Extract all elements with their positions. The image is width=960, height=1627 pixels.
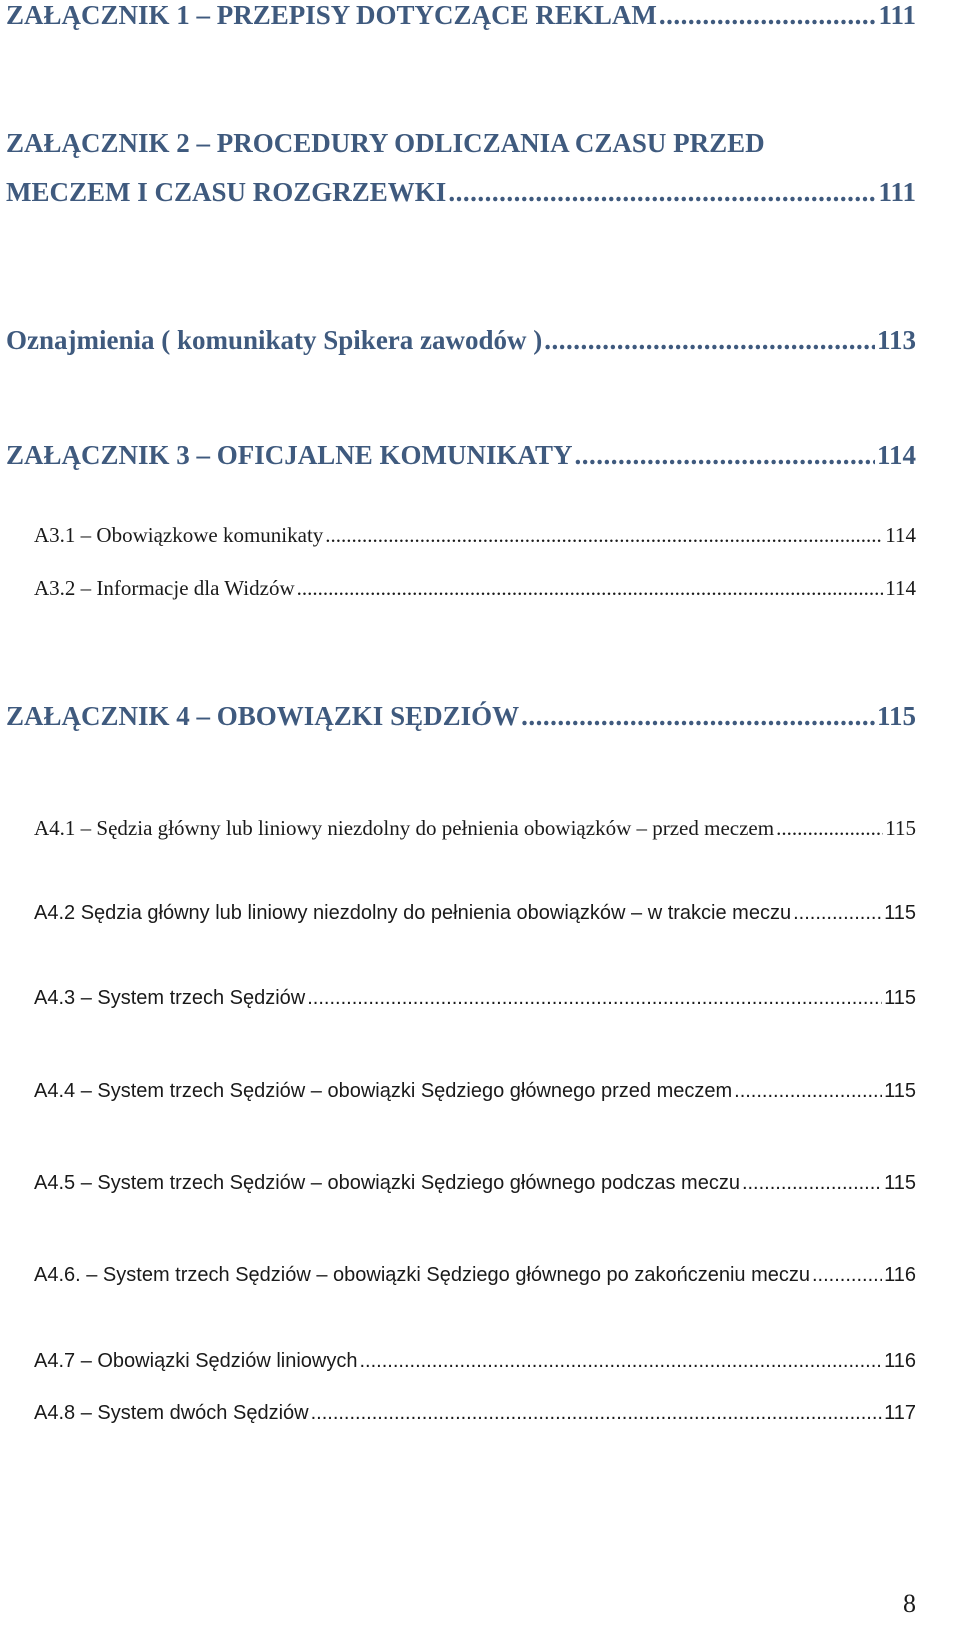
- toc-entry-title: ZAŁĄCZNIK 1 – PRZEPISY DOTYCZĄCE REKLAM: [6, 0, 657, 30]
- toc-entry-annex-2-line1[interactable]: ZAŁĄCZNIK 2 – PROCEDURY ODLICZANIA CZASU PRZED: [6, 128, 765, 158]
- toc-entry-title: ZAŁĄCZNIK 4 – OBOWIĄZKI SĘDZIÓW: [6, 701, 520, 731]
- dot-leader: [307, 987, 882, 1010]
- toc-entry-title: A4.5 – System trzech Sędziów – obowiązki Sędziego głównego podczas meczu: [34, 1172, 740, 1194]
- toc-entry-page: 115: [876, 701, 916, 731]
- toc-entry-a4-1[interactable]: [34, 816, 916, 841]
- dot-leader: [521, 701, 875, 732]
- toc-entry-a4-8[interactable]: [34, 1402, 916, 1425]
- dot-leader: [311, 1402, 883, 1425]
- toc-entry-title: ZAŁĄCZNIK 3 – OFICJALNE KOMUNIKATY: [6, 440, 573, 470]
- toc-entry-page: 111: [878, 177, 916, 207]
- toc-entry-page: 116: [884, 1264, 916, 1286]
- toc-entry-page: 114: [876, 440, 916, 470]
- toc-entry-title: A4.8 – System dwóch Sędziów: [34, 1402, 309, 1424]
- toc-entry-a4-4[interactable]: [34, 1080, 916, 1103]
- toc-entry-a4-3[interactable]: [34, 987, 916, 1010]
- toc-entry-title: MECZEM I CZASU ROZGRZEWKI: [6, 177, 447, 207]
- dot-leader: [812, 1264, 882, 1287]
- toc-entry-a3-2[interactable]: [34, 576, 916, 601]
- toc-entry-a4-7[interactable]: [34, 1350, 916, 1373]
- toc-entry-page: 115: [884, 1172, 916, 1194]
- toc-entry-a4-5[interactable]: [34, 1172, 916, 1195]
- dot-leader: [793, 902, 882, 925]
- toc-entry-a3-1[interactable]: [34, 523, 916, 548]
- toc-entry-announcements[interactable]: [6, 325, 916, 356]
- toc-entry-page: 114: [885, 576, 916, 600]
- dot-leader: [325, 523, 883, 548]
- toc-entry-annex-4[interactable]: [6, 701, 916, 732]
- toc-entry-title: A4.7 – Obowiązki Sędziów liniowych: [34, 1350, 358, 1372]
- toc-entry-page: 114: [885, 523, 916, 547]
- toc-entry-a4-2[interactable]: [34, 902, 916, 925]
- toc-entry-title: A4.3 – System trzech Sędziów: [34, 987, 306, 1009]
- toc-entry-title: A3.2 – Informacje dla Widzów: [34, 576, 295, 600]
- toc-entry-page: 115: [885, 816, 916, 840]
- toc-entry-title: A4.2 Sędzia główny lub liniowy niezdolny do pełnienia obowiązków – w trakcie meczu: [34, 902, 792, 924]
- toc-entry-title: A4.4 – System trzech Sędziów – obowiązki Sędziego głównego przed meczem: [34, 1080, 733, 1102]
- dot-leader: [742, 1172, 882, 1195]
- dot-leader: [734, 1080, 882, 1103]
- dot-leader: [297, 576, 884, 601]
- toc-entry-page: 111: [878, 0, 916, 30]
- toc-entry-title: Oznajmienia ( komunikaty Spikera zawodów ): [6, 325, 543, 355]
- toc-entry-page: 116: [884, 1350, 916, 1372]
- toc-entry-a4-6[interactable]: [34, 1264, 916, 1287]
- dot-leader: [448, 177, 876, 208]
- toc-entry-page: 115: [884, 987, 916, 1009]
- toc-entry-page: 115: [884, 1080, 916, 1102]
- dot-leader: [544, 325, 875, 356]
- toc-entry-page: 115: [884, 902, 916, 924]
- dot-leader: [776, 816, 883, 841]
- toc-entry-annex-3[interactable]: [6, 440, 916, 471]
- toc-entry-page: 117: [884, 1402, 916, 1424]
- toc-entry-annex-2[interactable]: [6, 177, 916, 208]
- toc-entry-title: A4.1 – Sędzia główny lub liniowy niezdolny do pełnienia obowiązków – przed meczem: [34, 816, 775, 840]
- dot-leader: [659, 0, 877, 31]
- toc-entry-annex-1[interactable]: [6, 0, 916, 31]
- page-number: 8: [903, 1589, 916, 1618]
- toc-entry-title: A4.6. – System trzech Sędziów – obowiązki Sędziego głównego po zakończeniu meczu: [34, 1264, 810, 1286]
- toc-entry-page: 113: [876, 325, 916, 355]
- toc-entry-title: A3.1 – Obowiązkowe komunikaty: [34, 523, 324, 547]
- dot-leader: [360, 1350, 883, 1373]
- dot-leader: [575, 440, 875, 471]
